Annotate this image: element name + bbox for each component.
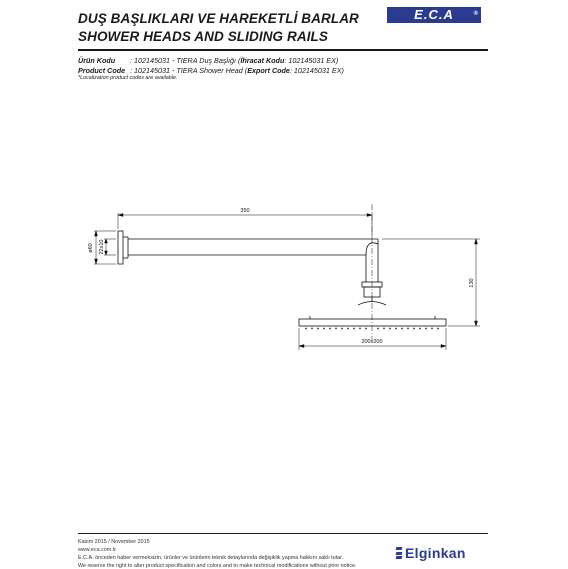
footer-divider (78, 533, 488, 534)
dim-label-height: 130 (469, 278, 475, 288)
footer-disclaimer: We reserve the right to alter product specification and colors and to make technical modifications without prior notice. (78, 563, 357, 569)
footer-website[interactable]: www.eca.com.tr (78, 547, 117, 553)
export-code-label-tr: İhracat Kodu (240, 56, 285, 65)
product-code-value-tr: : 102145031 - TIERA Duş Başlığı ( (128, 56, 241, 65)
arrow (118, 214, 123, 217)
footer-date: Kasım 2015 / November 2015 (78, 539, 150, 545)
registered-mark: ® (473, 11, 478, 17)
product-code-label-tr: Ürün Kodu (78, 56, 116, 65)
dim-label-diameter: ø60 (88, 243, 94, 253)
product-code-value-en: : 102145031 - TIERA Shower Head ( (128, 66, 248, 75)
title-english: SHOWER HEADS AND SLIDING RAILS (78, 29, 329, 44)
localization-note: *Localization product codes are available. (78, 75, 178, 81)
product-code-label-en: Product Code (78, 66, 126, 75)
elginkan-logo (396, 545, 466, 561)
arrow (95, 231, 98, 236)
export-code-value-tr: : 102145031 EX) (284, 56, 339, 65)
export-code-label-en: Export Code (247, 66, 290, 75)
arrow (475, 239, 478, 244)
elginkan-logo-text: Elginkan (405, 545, 466, 561)
wall-flange (118, 231, 123, 264)
shower-head-plate (299, 319, 446, 326)
dim-label-head: 200x200 (361, 339, 383, 345)
footer-company-note: E.C.A. önceden haber vermeksizin, ürünler ve ürünlerin teknik detaylarında değişiklik yapma hakkını saklı tutar. (78, 555, 344, 561)
eca-logo-text: E.C.A (414, 7, 454, 22)
dim-label-pipe: 22x10 (99, 239, 105, 255)
arrow (95, 259, 98, 264)
arrow (299, 345, 304, 348)
dim-label-length: 350 (240, 208, 250, 214)
title-turkish: DUŞ BAŞLIKLARI VE HAREKETLİ BARLAR (78, 11, 359, 26)
export-code-value-en: : 102145031 EX) (289, 66, 344, 75)
elginkan-mark-icon (396, 547, 402, 559)
arrow (441, 345, 446, 348)
arrow (367, 214, 372, 217)
arrow (475, 321, 478, 326)
